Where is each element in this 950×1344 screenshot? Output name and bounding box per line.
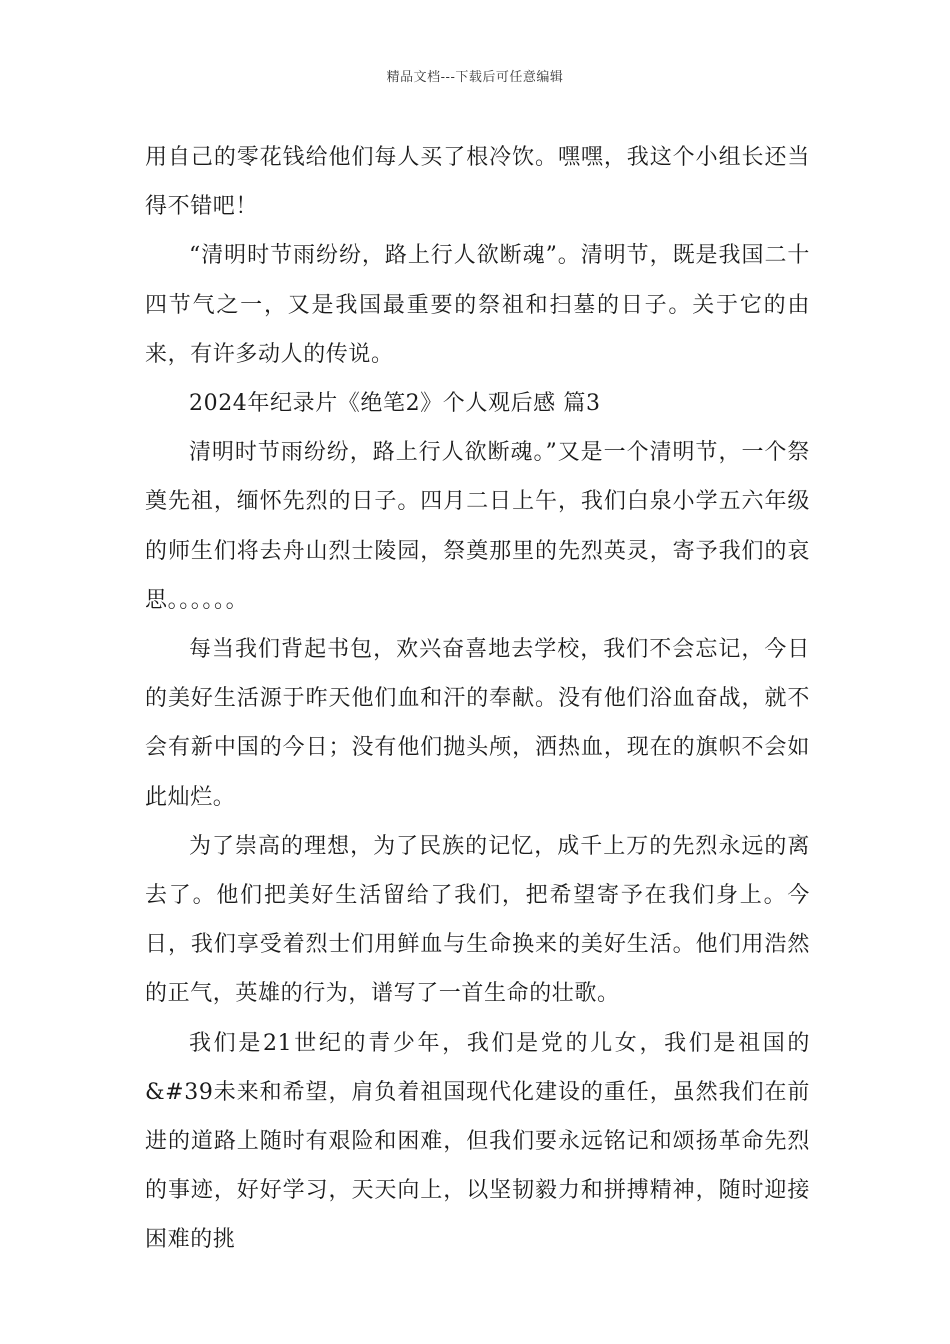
paragraph: 用自己的零花钱给他们每人买了根冷饮。嘿嘿，我这个小组长还当得不错吧！: [145, 145, 810, 220]
page-header: 精品文档---下载后可任意编辑: [386, 70, 564, 85]
paragraph: 清明时节雨纷纷，路上行人欲断魂。”又是一个清明节，一个祭奠先祖，缅怀先烈的日子。四月二日上午，我们白泉小学五六年级的师生们将去舟山烈士陵园，祭奠那里的先烈英灵，寄予我们的哀思。。。。。。: [145, 440, 810, 613]
paragraph: 为了崇高的理想，为了民族的记忆，成千上万的先烈永远的离去了。他们把美好生活留给了我们，把希望寄予在我们身上。今日，我们享受着烈士们用鲜血与生命换来的美好生活。他们用浩然的正气，英雄的行为，谱写了一首生命的壮歌。: [145, 833, 810, 1007]
document-body: [145, 133, 810, 1265]
paragraph: 我们是21世纪的青少年，我们是党的儿女，我们是祖国的&#39未来和希望，肩负着祖国现代化建设的重任，虽然我们在前进的道路上随时有艰险和困难，但我们要永远铭记和颂扬革命先烈的事迹，好好学习，天天向上，以坚韧毅力和拼搏精神，随时迎接困难的挑: [145, 1030, 810, 1253]
section-heading: 2024年纪录片《绝笔2》个人观后感 篇3: [189, 391, 601, 417]
paragraph: 每当我们背起书包，欢兴奋喜地去学校，我们不会忘记，今日的美好生活源于昨天他们血和汗的奉献。没有他们浴血奋战，就不会有新中国的今日；没有他们抛头颅，洒热血，现在的旗帜不会如此灿烂。: [145, 637, 810, 810]
paragraph: “清明时节雨纷纷，路上行人欲断魂”。清明节，既是我国二十四节气之一，又是我国最重要的祭祖和扫墓的日子。关于它的由来，有许多动人的传说。: [145, 243, 810, 367]
